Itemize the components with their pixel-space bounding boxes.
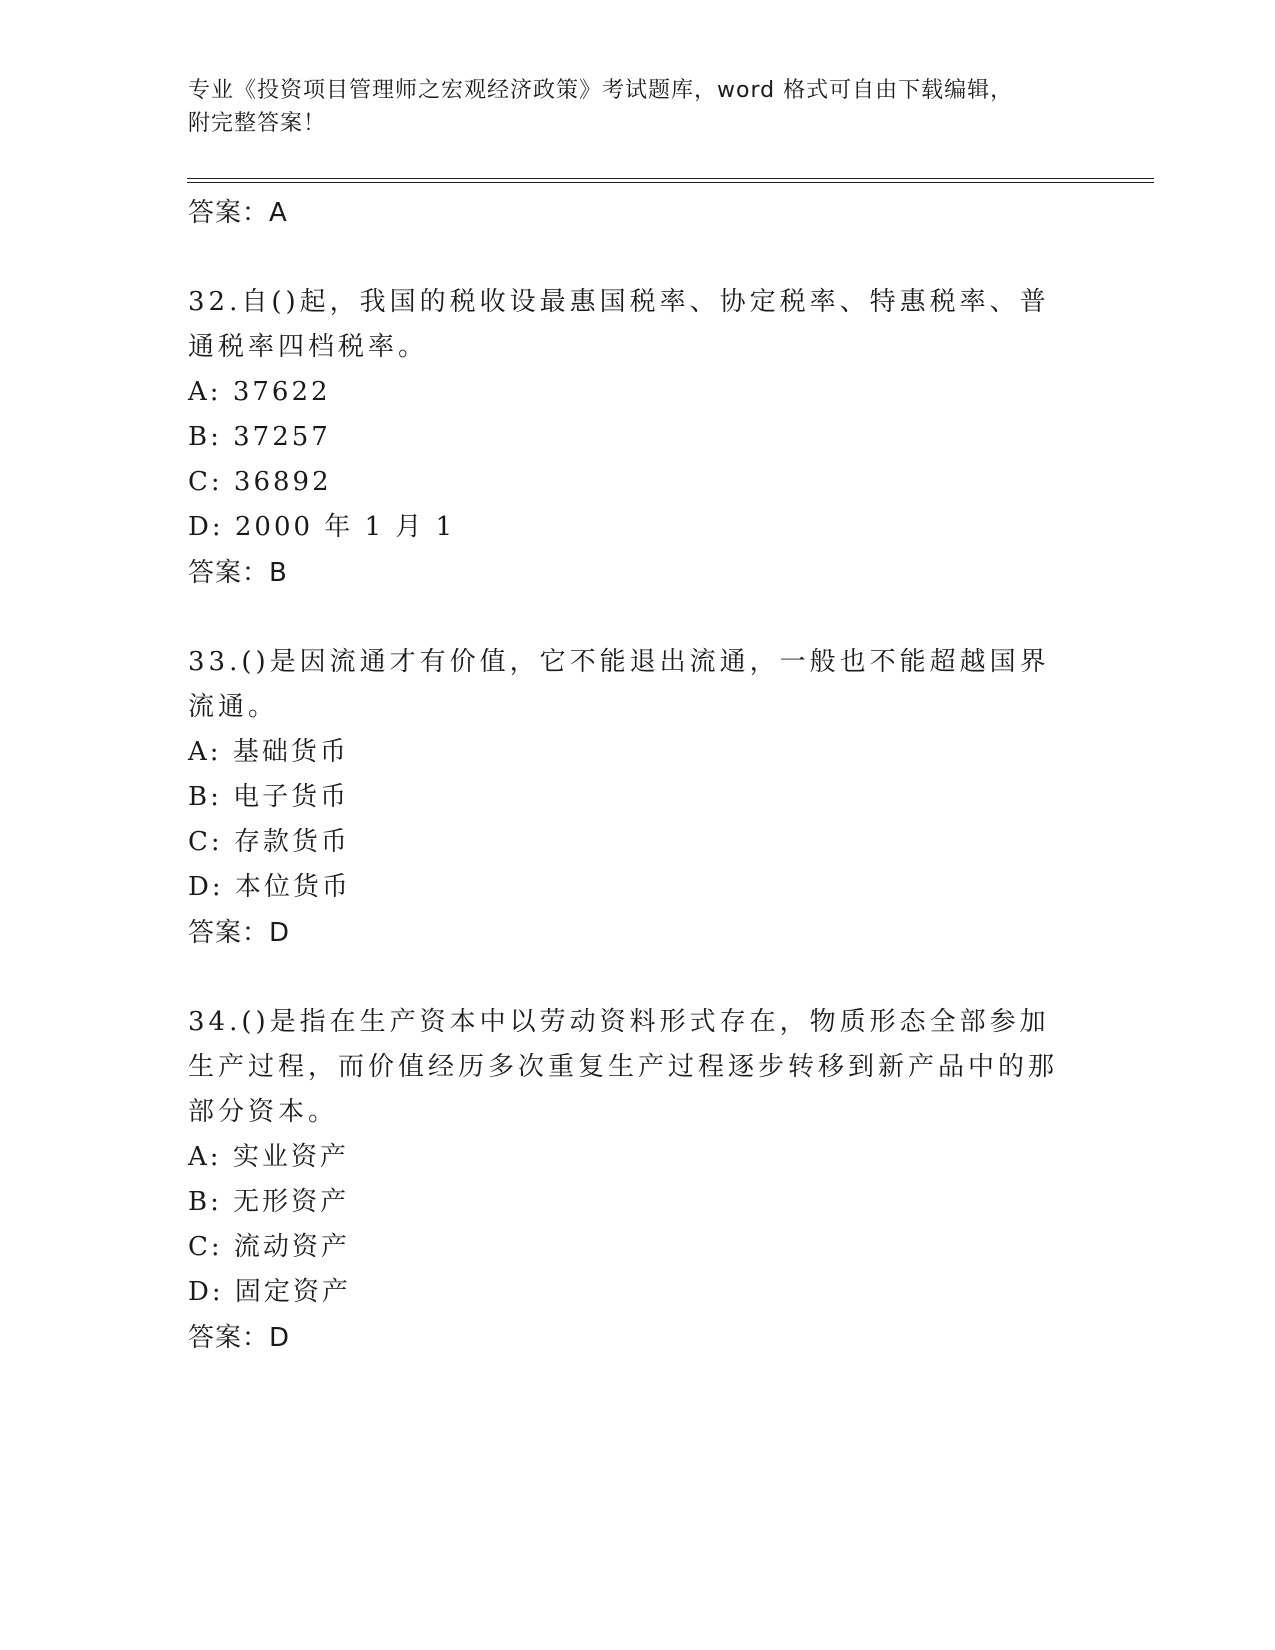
option-text: 37257: [233, 422, 331, 452]
option-b: [188, 415, 1088, 460]
option-text: 流动资产: [233, 1232, 350, 1262]
answer-label: 答案：: [188, 198, 270, 228]
option-b: [188, 1180, 1088, 1225]
question-answer: [188, 1315, 1088, 1361]
answer-value: D: [269, 918, 291, 948]
answer-label: 答案：: [188, 558, 270, 588]
option-key: A:: [188, 737, 222, 767]
answer-label: 答案：: [188, 1323, 270, 1353]
option-b: [188, 775, 1088, 820]
option-text: 电子货币: [233, 782, 350, 812]
previous-answer: [188, 190, 1088, 236]
option-key: A:: [188, 377, 222, 407]
question-text: 34.()是指在生产资本中以劳动资料形式存在，物质形态全部参加生产过程，而价值经历多次重复生产过程逐步转移到新产品中的那部分资本。: [188, 1007, 1059, 1127]
option-key: B:: [188, 782, 222, 812]
question-answer: [188, 910, 1088, 956]
option-c: [188, 1225, 1088, 1270]
option-d: [188, 1270, 1088, 1315]
answer-value: D: [269, 1323, 291, 1353]
option-key: C:: [188, 467, 223, 497]
header-divider: [187, 178, 1154, 183]
option-text: 无形资产: [233, 1187, 350, 1217]
option-key: A:: [188, 1142, 222, 1172]
question-list: [188, 190, 1088, 1361]
option-text: 37622: [232, 377, 331, 407]
option-key: D:: [188, 1277, 224, 1307]
option-a: [188, 370, 1088, 415]
option-text: 36892: [233, 467, 332, 497]
question-block: [188, 280, 1088, 596]
option-key: D:: [188, 512, 224, 542]
header-note-line-2: 附完整答案！: [188, 111, 327, 136]
option-text: 2000 年 1 月 1: [234, 512, 456, 542]
option-key: C:: [188, 1232, 223, 1262]
option-text: 存款货币: [233, 827, 350, 857]
question-text: 32.自()起，我国的税收设最惠国税率、协定税率、特惠税率、普通税率四档税率。: [188, 287, 1050, 362]
option-key: C:: [188, 827, 223, 857]
option-text: 基础货币: [232, 737, 349, 767]
option-d: [188, 865, 1088, 910]
option-text: 实业资产: [232, 1142, 349, 1172]
answer-label: 答案：: [188, 918, 270, 948]
answer-value: A: [269, 198, 288, 228]
question-block: [188, 1000, 1088, 1361]
question-answer: [188, 550, 1088, 596]
question-text: 33.()是因流通才有价值，它不能退出流通，一般也不能超越国界流通。: [188, 647, 1050, 722]
option-c: [188, 820, 1088, 865]
option-d: [188, 505, 1088, 550]
answer-value: B: [269, 558, 288, 588]
question-block: [188, 640, 1088, 956]
option-a: [188, 730, 1088, 775]
option-key: D:: [188, 872, 224, 902]
option-text: 固定资产: [234, 1277, 351, 1307]
option-key: B:: [188, 422, 222, 452]
option-c: [188, 460, 1088, 505]
header-note-line-1: 专业《投资项目管理师之宏观经济政策》考试题库，word 格式可自由下载编辑，: [188, 78, 1014, 103]
option-a: [188, 1135, 1088, 1180]
option-text: 本位货币: [234, 872, 351, 902]
option-key: B:: [188, 1187, 222, 1217]
header-note: [188, 74, 1088, 140]
